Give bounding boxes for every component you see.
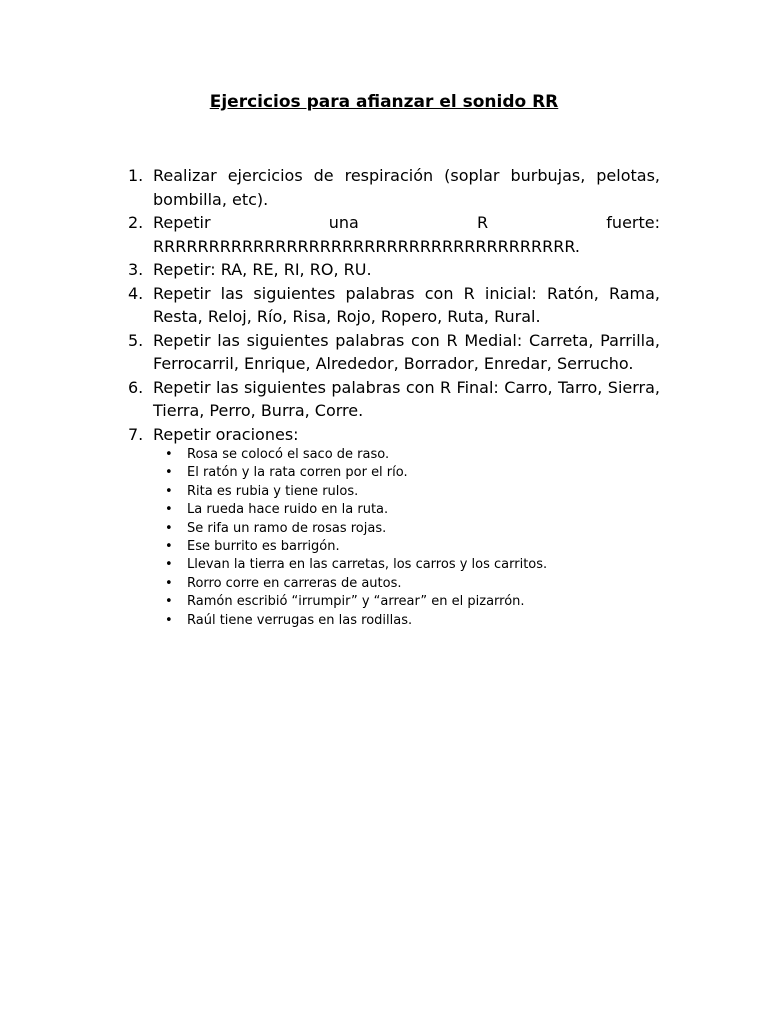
bullet-icon: • <box>165 520 173 536</box>
bullet-icon: • <box>165 483 173 499</box>
sentence-item <box>162 446 660 464</box>
exercise-number: 7. <box>128 424 144 444</box>
sentence-text: Llevan la tierra en las carretas, los carros y los carritos. <box>187 557 548 573</box>
exercise-number: 2. <box>128 213 144 232</box>
bullet-icon: • <box>165 447 173 462</box>
sentence-text: Ramón escribió “irrumpir” y “arrear” en el pizarrón. <box>187 594 525 610</box>
exercise-item <box>128 376 660 423</box>
sentence-text: Rita es rubia y tiene rulos. <box>187 483 359 499</box>
exercise-item <box>128 164 660 211</box>
bullet-icon: • <box>165 539 173 555</box>
exercise-list <box>128 164 660 630</box>
sentence-item <box>162 593 660 611</box>
sentence-text: El ratón y la rata corren por el río. <box>187 465 408 481</box>
exercise-text: Repetir una R fuerte: RRRRRRRRRRRRRRRRRRRRRRRRRRRRRRRRRRRRRR. <box>153 213 660 256</box>
exercise-item <box>128 329 660 376</box>
sentence-list <box>162 446 660 630</box>
sentence-text: Se rifa un ramo de rosas rojas. <box>187 520 387 536</box>
document-title: Ejercicios para afianzar el sonido RR <box>209 92 559 112</box>
exercise-number: 1. <box>128 166 144 185</box>
sentence-text: La rueda hace ruido en la ruta. <box>187 502 389 518</box>
exercise-item <box>128 282 660 329</box>
exercise-item <box>128 423 660 631</box>
sentence-text: Rosa se colocó el saco de raso. <box>187 447 390 462</box>
sentence-item <box>162 556 660 574</box>
bullet-icon: • <box>165 502 173 518</box>
sentence-item <box>162 464 660 482</box>
sentence-text: Raúl tiene verrugas en las rodillas. <box>187 612 413 628</box>
sentence-text: Ese burrito es barrigón. <box>187 539 340 555</box>
sentence-text: Rorro corre en carreras de autos. <box>187 575 402 591</box>
sentence-item <box>162 612 660 630</box>
exercise-text: Repetir las siguientes palabras con R inicial: Ratón, Rama, Resta, Reloj, Río, Risa, Rojo, Ropero, Ruta, Rural. <box>153 283 660 326</box>
exercise-number: 5. <box>128 330 144 350</box>
exercise-number: 6. <box>128 377 144 397</box>
exercise-text: Repetir las siguientes palabras con R Medial: Carreta, Parrilla, Ferrocarril, Enrique, Alrededor, Borrador, Enredar, Serrucho. <box>153 330 660 373</box>
bullet-icon: • <box>165 575 173 591</box>
sentence-item <box>162 501 660 519</box>
exercise-item <box>128 258 660 282</box>
exercise-number: 4. <box>128 283 144 303</box>
bullet-icon: • <box>165 594 173 610</box>
exercise-text: Realizar ejercicios de respiración (soplar burbujas, pelotas, bombilla, etc). <box>153 166 660 209</box>
exercise-item <box>128 211 660 258</box>
bullet-icon: • <box>165 612 173 628</box>
exercise-text: Repetir: RA, RE, RI, RO, RU. <box>153 260 372 279</box>
sentence-item <box>162 538 660 556</box>
sentence-item <box>162 520 660 538</box>
bullet-icon: • <box>165 465 173 481</box>
exercise-number: 3. <box>128 260 144 279</box>
exercise-text: Repetir las siguientes palabras con R Final: Carro, Tarro, Sierra, Tierra, Perro, Burra, Corre. <box>153 377 660 420</box>
sentence-item <box>162 575 660 593</box>
sentence-item <box>162 483 660 501</box>
exercise-text: Repetir oraciones: <box>153 424 299 444</box>
bullet-icon: • <box>165 557 173 573</box>
